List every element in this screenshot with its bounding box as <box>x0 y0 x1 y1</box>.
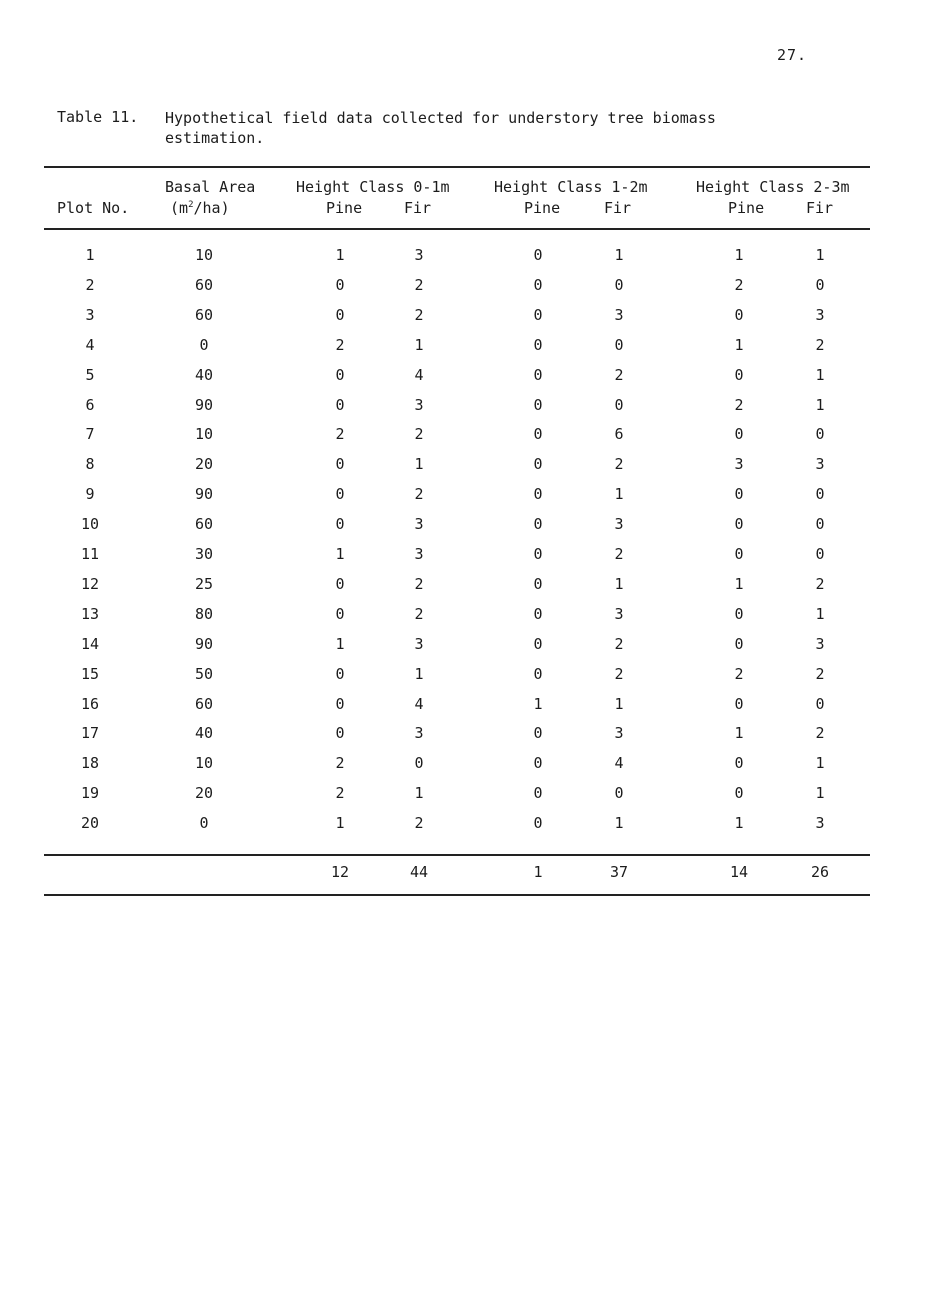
total-pine-1-2m: 1 <box>533 863 543 881</box>
cell-pine-1-2m: 0 <box>533 545 543 563</box>
cell-pine-2-3m: 1 <box>734 336 744 354</box>
cell-basal-area: 30 <box>194 545 214 563</box>
cell-fir-0-1m: 3 <box>414 545 424 563</box>
table-row <box>0 724 938 744</box>
header-plot-no: Plot No. <box>57 199 130 217</box>
cell-pine-2-3m: 2 <box>734 396 744 414</box>
cell-pine-2-3m: 0 <box>734 366 744 384</box>
cell-fir-0-1m: 2 <box>414 485 424 503</box>
cell-pine-1-2m: 0 <box>533 276 543 294</box>
cell-plot-no: 8 <box>85 455 95 473</box>
cell-fir-1-2m: 3 <box>614 515 624 533</box>
cell-pine-1-2m: 0 <box>533 724 543 742</box>
table-row <box>0 665 938 685</box>
cell-basal-area: 10 <box>194 754 214 772</box>
table-header-rule <box>44 228 870 230</box>
cell-fir-2-3m: 2 <box>815 724 825 742</box>
cell-basal-area: 90 <box>194 485 214 503</box>
cell-pine-0-1m: 1 <box>335 635 345 653</box>
cell-pine-2-3m: 0 <box>734 425 744 443</box>
cell-basal-area: 60 <box>194 276 214 294</box>
cell-pine-1-2m: 0 <box>533 425 543 443</box>
table-row <box>0 754 938 774</box>
cell-pine-0-1m: 0 <box>335 366 345 384</box>
cell-plot-no: 6 <box>85 396 95 414</box>
cell-plot-no: 7 <box>85 425 95 443</box>
cell-fir-2-3m: 1 <box>815 605 825 623</box>
cell-pine-1-2m: 0 <box>533 366 543 384</box>
cell-fir-2-3m: 1 <box>815 366 825 384</box>
cell-plot-no: 1 <box>85 246 95 264</box>
header-height-class-3: Height Class 2-3m <box>696 178 850 196</box>
cell-fir-1-2m: 2 <box>614 635 624 653</box>
cell-pine-2-3m: 2 <box>734 276 744 294</box>
cell-pine-1-2m: 0 <box>533 306 543 324</box>
cell-pine-1-2m: 0 <box>533 754 543 772</box>
cell-fir-1-2m: 3 <box>614 724 624 742</box>
header-basal-area: Basal Area <box>165 178 256 196</box>
cell-pine-0-1m: 2 <box>335 336 345 354</box>
cell-fir-0-1m: 1 <box>414 665 424 683</box>
table-caption-text: Hypothetical field data collected for understory tree biomass estimation. <box>165 109 716 147</box>
cell-fir-2-3m: 3 <box>815 814 825 832</box>
table-top-rule <box>44 166 870 168</box>
cell-pine-2-3m: 1 <box>734 724 744 742</box>
cell-pine-2-3m: 0 <box>734 515 744 533</box>
cell-plot-no: 11 <box>80 545 100 563</box>
header-pine-1: Pine <box>326 199 363 217</box>
cell-fir-1-2m: 1 <box>614 814 624 832</box>
total-fir-2-3m: 26 <box>810 863 830 881</box>
cell-fir-2-3m: 2 <box>815 665 825 683</box>
cell-pine-0-1m: 0 <box>335 665 345 683</box>
cell-fir-1-2m: 1 <box>614 246 624 264</box>
totals-row <box>0 863 938 883</box>
cell-pine-2-3m: 0 <box>734 485 744 503</box>
cell-pine-1-2m: 0 <box>533 665 543 683</box>
cell-fir-2-3m: 1 <box>815 784 825 802</box>
cell-pine-0-1m: 0 <box>335 396 345 414</box>
cell-basal-area: 50 <box>194 665 214 683</box>
cell-fir-2-3m: 3 <box>815 635 825 653</box>
cell-fir-0-1m: 4 <box>414 695 424 713</box>
header-pine-2: Pine <box>524 199 561 217</box>
cell-fir-0-1m: 2 <box>414 306 424 324</box>
cell-fir-2-3m: 3 <box>815 306 825 324</box>
cell-fir-2-3m: 0 <box>815 425 825 443</box>
table-caption-label: Table 11. <box>57 108 139 126</box>
cell-plot-no: 10 <box>80 515 100 533</box>
cell-pine-1-2m: 0 <box>533 575 543 593</box>
cell-pine-2-3m: 0 <box>734 635 744 653</box>
cell-plot-no: 3 <box>85 306 95 324</box>
table-row <box>0 515 938 535</box>
cell-plot-no: 14 <box>80 635 100 653</box>
table-row <box>0 396 938 416</box>
cell-fir-0-1m: 2 <box>414 814 424 832</box>
cell-fir-2-3m: 2 <box>815 336 825 354</box>
cell-fir-2-3m: 0 <box>815 276 825 294</box>
cell-pine-0-1m: 0 <box>335 306 345 324</box>
cell-fir-1-2m: 2 <box>614 545 624 563</box>
table-row <box>0 545 938 565</box>
cell-basal-area: 10 <box>194 425 214 443</box>
cell-plot-no: 4 <box>85 336 95 354</box>
cell-fir-0-1m: 3 <box>414 635 424 653</box>
cell-basal-area: 60 <box>194 695 214 713</box>
total-pine-0-1m: 12 <box>330 863 350 881</box>
cell-fir-0-1m: 3 <box>414 724 424 742</box>
cell-pine-2-3m: 0 <box>734 695 744 713</box>
cell-fir-0-1m: 2 <box>414 276 424 294</box>
cell-plot-no: 12 <box>80 575 100 593</box>
header-pine-3: Pine <box>728 199 765 217</box>
cell-fir-1-2m: 2 <box>614 366 624 384</box>
cell-fir-1-2m: 3 <box>614 605 624 623</box>
cell-fir-0-1m: 2 <box>414 425 424 443</box>
total-fir-0-1m: 44 <box>409 863 429 881</box>
cell-fir-2-3m: 0 <box>815 545 825 563</box>
cell-plot-no: 15 <box>80 665 100 683</box>
cell-fir-0-1m: 1 <box>414 336 424 354</box>
cell-basal-area: 0 <box>199 336 209 354</box>
cell-pine-2-3m: 3 <box>734 455 744 473</box>
cell-fir-0-1m: 4 <box>414 366 424 384</box>
cell-pine-1-2m: 0 <box>533 396 543 414</box>
cell-plot-no: 18 <box>80 754 100 772</box>
table-row <box>0 425 938 445</box>
cell-basal-area: 20 <box>194 784 214 802</box>
table-row <box>0 605 938 625</box>
cell-plot-no: 16 <box>80 695 100 713</box>
table-row <box>0 306 938 326</box>
cell-pine-0-1m: 0 <box>335 455 345 473</box>
cell-fir-1-2m: 3 <box>614 306 624 324</box>
cell-pine-0-1m: 0 <box>335 575 345 593</box>
cell-pine-1-2m: 0 <box>533 605 543 623</box>
cell-plot-no: 2 <box>85 276 95 294</box>
cell-fir-0-1m: 3 <box>414 396 424 414</box>
total-pine-2-3m: 14 <box>729 863 749 881</box>
cell-basal-area: 60 <box>194 306 214 324</box>
table-row <box>0 246 938 266</box>
cell-pine-2-3m: 1 <box>734 814 744 832</box>
cell-fir-1-2m: 1 <box>614 575 624 593</box>
cell-basal-area: 40 <box>194 366 214 384</box>
cell-fir-2-3m: 0 <box>815 695 825 713</box>
cell-fir-1-2m: 1 <box>614 695 624 713</box>
cell-fir-0-1m: 1 <box>414 784 424 802</box>
table-row <box>0 366 938 386</box>
cell-pine-2-3m: 0 <box>734 754 744 772</box>
cell-basal-area: 90 <box>194 635 214 653</box>
cell-fir-2-3m: 1 <box>815 246 825 264</box>
cell-pine-0-1m: 0 <box>335 276 345 294</box>
cell-pine-1-2m: 0 <box>533 515 543 533</box>
cell-basal-area: 60 <box>194 515 214 533</box>
cell-pine-1-2m: 1 <box>533 695 543 713</box>
cell-basal-area: 20 <box>194 455 214 473</box>
cell-pine-1-2m: 0 <box>533 336 543 354</box>
cell-pine-1-2m: 0 <box>533 246 543 264</box>
cell-fir-2-3m: 1 <box>815 396 825 414</box>
cell-plot-no: 9 <box>85 485 95 503</box>
cell-fir-0-1m: 2 <box>414 605 424 623</box>
cell-pine-2-3m: 1 <box>734 575 744 593</box>
cell-fir-2-3m: 0 <box>815 515 825 533</box>
table-row <box>0 485 938 505</box>
table-row <box>0 455 938 475</box>
page-number: 27. <box>777 46 808 64</box>
cell-pine-1-2m: 0 <box>533 635 543 653</box>
cell-pine-0-1m: 0 <box>335 485 345 503</box>
cell-pine-2-3m: 1 <box>734 246 744 264</box>
header-height-class-1: Height Class 0-1m <box>296 178 450 196</box>
cell-pine-2-3m: 0 <box>734 306 744 324</box>
cell-fir-1-2m: 0 <box>614 336 624 354</box>
cell-pine-2-3m: 2 <box>734 665 744 683</box>
cell-pine-0-1m: 2 <box>335 425 345 443</box>
cell-pine-1-2m: 0 <box>533 784 543 802</box>
cell-pine-0-1m: 1 <box>335 814 345 832</box>
cell-fir-1-2m: 0 <box>614 276 624 294</box>
table-bottom-rule <box>44 894 870 896</box>
table-row <box>0 276 938 296</box>
cell-fir-1-2m: 2 <box>614 665 624 683</box>
table-row <box>0 814 938 834</box>
cell-pine-2-3m: 0 <box>734 545 744 563</box>
total-fir-1-2m: 37 <box>609 863 629 881</box>
cell-plot-no: 13 <box>80 605 100 623</box>
table-row <box>0 784 938 804</box>
cell-pine-0-1m: 1 <box>335 246 345 264</box>
cell-fir-1-2m: 0 <box>614 784 624 802</box>
cell-plot-no: 5 <box>85 366 95 384</box>
cell-pine-0-1m: 0 <box>335 724 345 742</box>
header-height-class-2: Height Class 1-2m <box>494 178 648 196</box>
cell-pine-0-1m: 2 <box>335 754 345 772</box>
cell-fir-1-2m: 0 <box>614 396 624 414</box>
totals-top-rule <box>44 854 870 856</box>
cell-fir-1-2m: 1 <box>614 485 624 503</box>
table-row <box>0 695 938 715</box>
cell-fir-0-1m: 2 <box>414 575 424 593</box>
cell-pine-2-3m: 0 <box>734 605 744 623</box>
cell-fir-1-2m: 6 <box>614 425 624 443</box>
cell-fir-0-1m: 3 <box>414 246 424 264</box>
cell-plot-no: 20 <box>80 814 100 832</box>
cell-fir-0-1m: 3 <box>414 515 424 533</box>
cell-pine-0-1m: 0 <box>335 515 345 533</box>
cell-basal-area: 25 <box>194 575 214 593</box>
cell-fir-1-2m: 2 <box>614 455 624 473</box>
cell-plot-no: 19 <box>80 784 100 802</box>
cell-fir-2-3m: 3 <box>815 455 825 473</box>
header-fir-2: Fir <box>604 199 632 217</box>
cell-basal-area: 40 <box>194 724 214 742</box>
cell-pine-0-1m: 0 <box>335 605 345 623</box>
cell-basal-area: 80 <box>194 605 214 623</box>
cell-fir-2-3m: 2 <box>815 575 825 593</box>
cell-pine-1-2m: 0 <box>533 814 543 832</box>
cell-pine-0-1m: 2 <box>335 784 345 802</box>
cell-basal-area: 10 <box>194 246 214 264</box>
cell-fir-2-3m: 0 <box>815 485 825 503</box>
cell-plot-no: 17 <box>80 724 100 742</box>
table-row <box>0 336 938 356</box>
table-row <box>0 575 938 595</box>
cell-fir-0-1m: 0 <box>414 754 424 772</box>
cell-pine-0-1m: 0 <box>335 695 345 713</box>
header-basal-unit: $(m^2/ha)$ <box>170 199 230 217</box>
cell-pine-2-3m: 0 <box>734 784 744 802</box>
cell-pine-0-1m: 1 <box>335 545 345 563</box>
header-fir-3: Fir <box>806 199 834 217</box>
cell-basal-area: 0 <box>199 814 209 832</box>
table-row <box>0 635 938 655</box>
cell-pine-1-2m: 0 <box>533 485 543 503</box>
header-fir-1: Fir <box>404 199 432 217</box>
cell-fir-2-3m: 1 <box>815 754 825 772</box>
cell-pine-1-2m: 0 <box>533 455 543 473</box>
cell-basal-area: 90 <box>194 396 214 414</box>
cell-fir-0-1m: 1 <box>414 455 424 473</box>
cell-fir-1-2m: 4 <box>614 754 624 772</box>
